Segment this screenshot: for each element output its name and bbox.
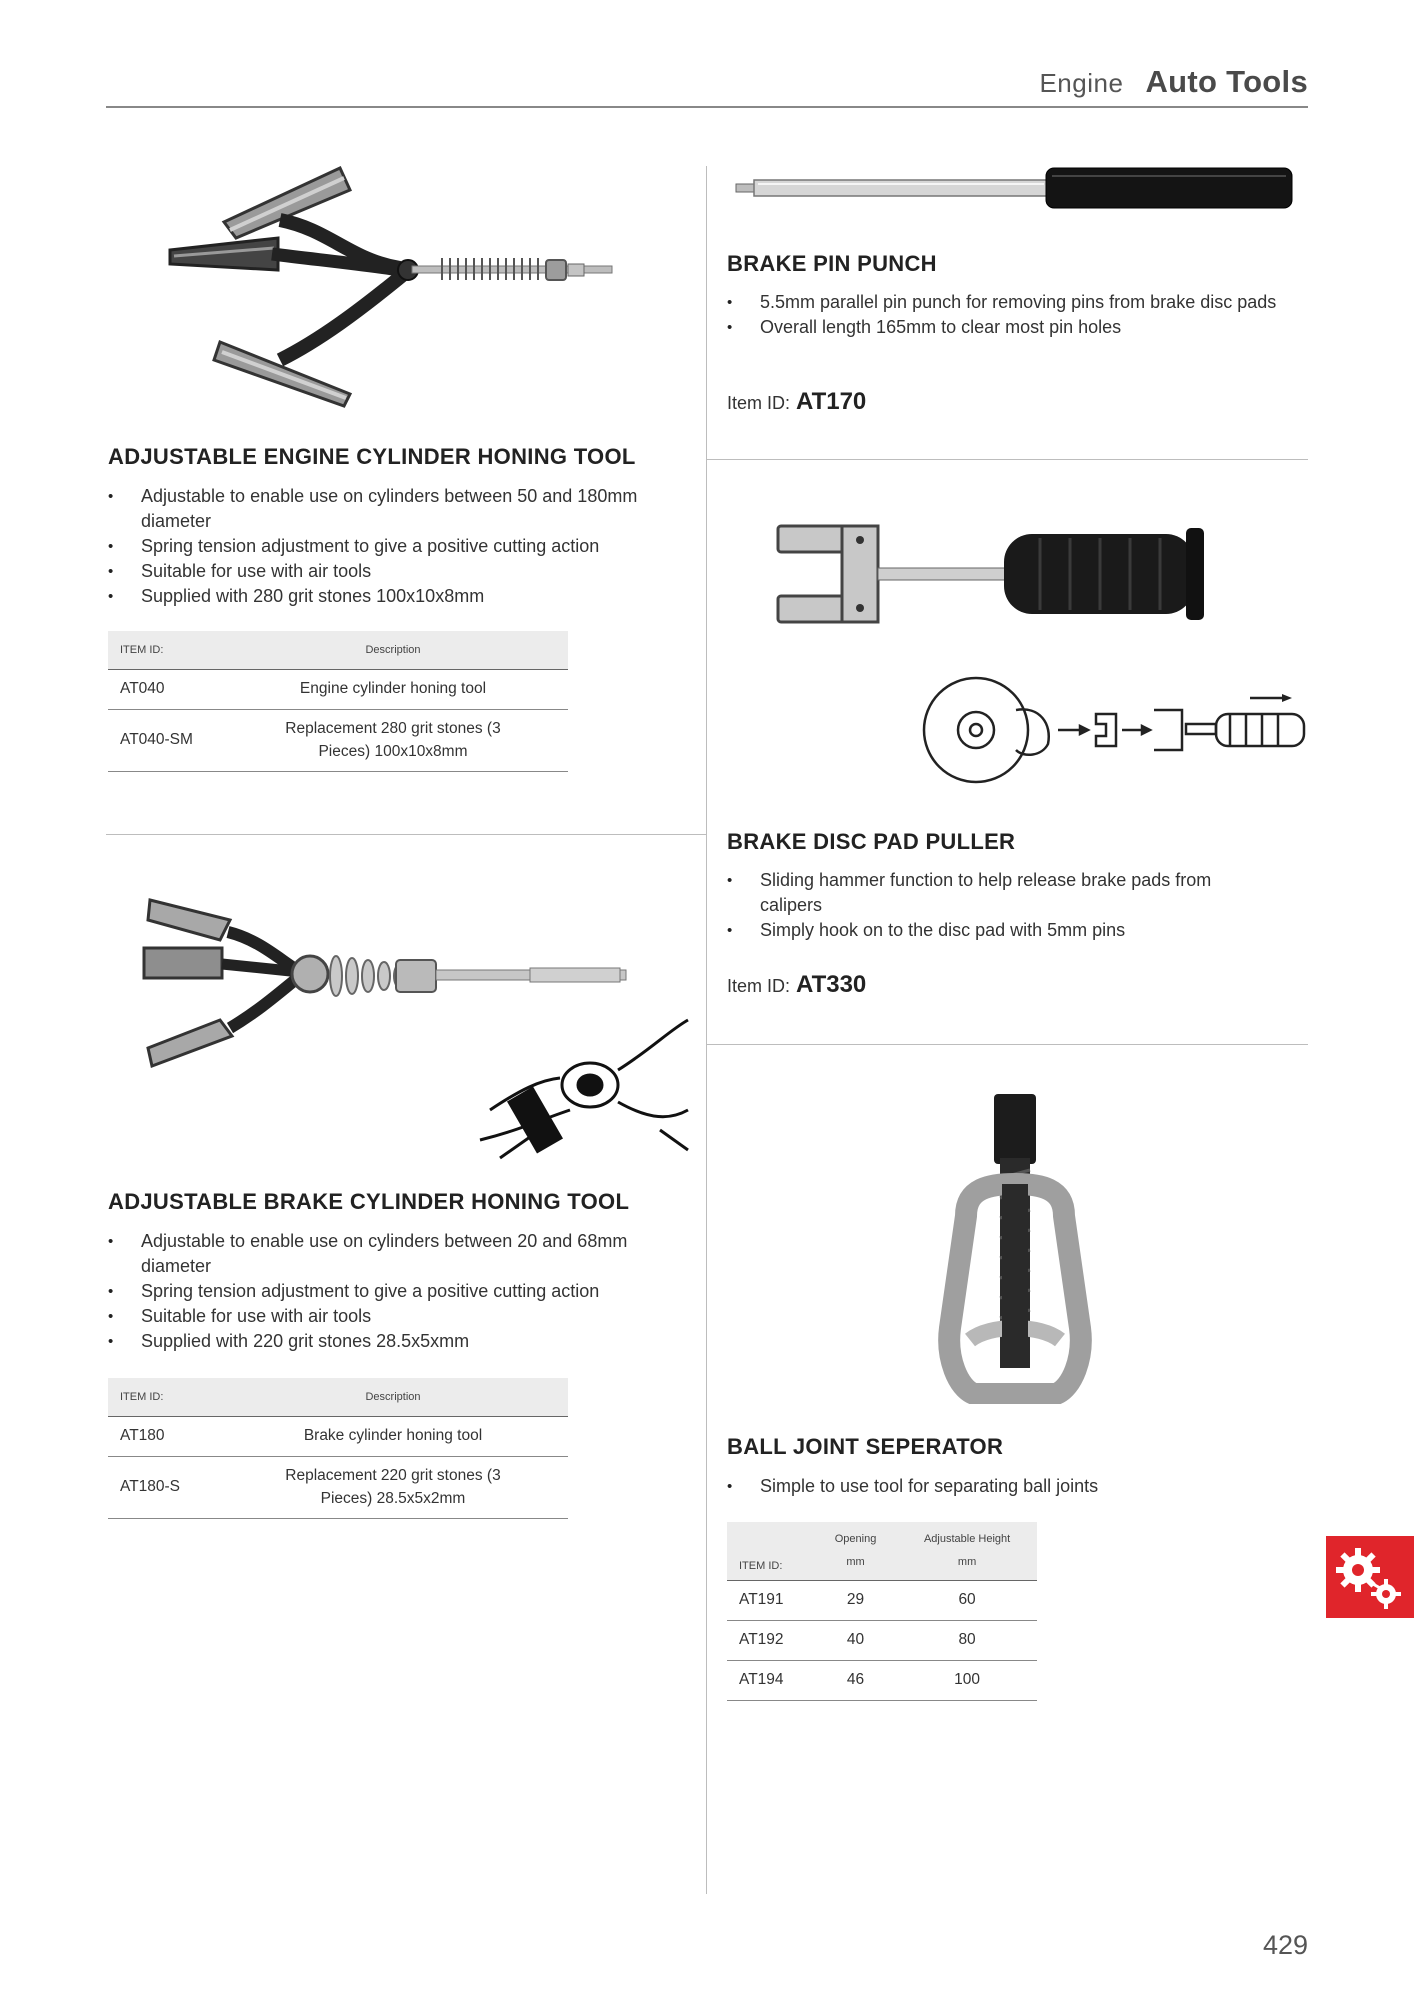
- col-header-height: [897, 1522, 1037, 1580]
- brake-honing-tool-image: [140, 880, 700, 1170]
- cell-opening: 29: [814, 1580, 897, 1620]
- table-row: [108, 709, 568, 771]
- engine-honing-tool-image: [160, 160, 630, 416]
- cell-item-id: AT040-SM: [108, 709, 218, 771]
- feature-item: • Supplied with 280 grit stones 100x10x8mm: [108, 584, 678, 609]
- brake-pin-punch-features: [727, 290, 1307, 340]
- table-row: [727, 1580, 1037, 1620]
- right-section-divider-1: [706, 459, 1308, 460]
- feature-item: • Suitable for use with air tools: [108, 559, 678, 584]
- table-header-row: [108, 631, 568, 669]
- cell-description: Replacement 220 grit stones (3 Pieces) 28.5x5x2mm: [218, 1456, 568, 1518]
- feature-item: • 5.5mm parallel pin punch for removing pins from brake disc pads: [727, 290, 1307, 315]
- col-header-item-id: ITEM ID:: [108, 1378, 218, 1416]
- feature-item: • Sliding hammer function to help release brake pads from calipers: [727, 868, 1227, 918]
- feature-item: • Suitable for use with air tools: [108, 1304, 678, 1329]
- header-titles: [1039, 64, 1308, 100]
- cell-item-id: AT180-S: [108, 1456, 218, 1518]
- category-badge: [1326, 1536, 1414, 1618]
- table-row: [727, 1660, 1037, 1700]
- engine-honing-features: [108, 484, 678, 609]
- feature-item: • Supplied with 220 grit stones 28.5x5xmm: [108, 1329, 678, 1354]
- brake-pin-punch-image: [730, 162, 1300, 218]
- gears-icon: [1326, 1536, 1414, 1618]
- col-header-item-id: ITEM ID:: [727, 1522, 814, 1580]
- table-row: [108, 669, 568, 709]
- cell-item-id: AT194: [727, 1660, 814, 1700]
- ball-joint-table: [727, 1522, 1037, 1701]
- table-row: [727, 1620, 1037, 1660]
- feature-item: • Adjustable to enable use on cylinders between 20 and 68mm diameter: [108, 1229, 678, 1279]
- feature-item: • Simple to use tool for separating ball joints: [727, 1474, 1307, 1499]
- category-name: Auto Tools: [1145, 64, 1308, 99]
- cell-item-id: AT191: [727, 1580, 814, 1620]
- section-name: Engine: [1039, 68, 1124, 98]
- col-header-description: Description: [218, 1378, 568, 1416]
- col-header-description: Description: [218, 631, 568, 669]
- table-row: [108, 1456, 568, 1518]
- right-section-divider-2: [706, 1044, 1308, 1045]
- cell-opening: 46: [814, 1660, 897, 1700]
- brake-honing-table: [108, 1378, 568, 1519]
- engine-honing-table: [108, 631, 568, 772]
- brake-honing-features: [108, 1229, 678, 1354]
- cell-item-id: AT192: [727, 1620, 814, 1660]
- cell-description: Replacement 280 grit stones (3 Pieces) 100x10x8mm: [218, 709, 568, 771]
- brake-honing-title: ADJUSTABLE BRAKE CYLINDER HONING TOOL: [108, 1189, 630, 1214]
- pad-puller-title: BRAKE DISC PAD PULLER: [727, 829, 1016, 854]
- column-divider: [706, 166, 707, 1894]
- cell-item-id: AT040: [108, 669, 218, 709]
- cell-height: 100: [897, 1660, 1037, 1700]
- height-label: Adjustable Height: [923, 1532, 1011, 1545]
- col-header-opening: [814, 1522, 897, 1580]
- feature-item: • Simply hook on to the disc pad with 5mm pins: [727, 918, 1227, 943]
- page-header: [106, 64, 1308, 108]
- pad-puller-features: [727, 868, 1227, 943]
- feature-item: • Spring tension adjustment to give a positive cutting action: [108, 1279, 678, 1304]
- table-header-row: [108, 1378, 568, 1416]
- pad-puller-image: [770, 520, 1240, 630]
- cell-height: 60: [897, 1580, 1037, 1620]
- ball-joint-separator-image: [930, 1088, 1100, 1404]
- opening-label: Opening: [834, 1532, 877, 1545]
- page-number: 429: [1262, 1930, 1308, 1960]
- item-id-label: Item ID:: [727, 976, 791, 996]
- cell-item-id: AT180: [108, 1416, 218, 1456]
- cell-opening: 40: [814, 1620, 897, 1660]
- cell-description: Engine cylinder honing tool: [218, 669, 568, 709]
- feature-item: • Spring tension adjustment to give a positive cutting action: [108, 534, 678, 559]
- ball-joint-features: [727, 1474, 1307, 1499]
- pad-puller-diagram: [920, 670, 1310, 790]
- brake-pin-punch-item-id: [727, 388, 866, 416]
- brake-pin-punch-title: BRAKE PIN PUNCH: [727, 251, 937, 276]
- col-header-item-id: ITEM ID:: [108, 631, 218, 669]
- left-section-divider: [106, 834, 706, 835]
- item-id-label: Item ID:: [727, 393, 791, 413]
- cell-height: 80: [897, 1620, 1037, 1660]
- table-row: [108, 1416, 568, 1456]
- ball-joint-title: BALL JOINT SEPERATOR: [727, 1434, 1004, 1459]
- feature-item: • Overall length 165mm to clear most pin holes: [727, 315, 1307, 340]
- height-unit: mm: [957, 1555, 977, 1568]
- table-header-row: [727, 1522, 1037, 1580]
- feature-item: • Adjustable to enable use on cylinders between 50 and 180mm diameter: [108, 484, 678, 534]
- item-id-value: AT170: [796, 388, 867, 415]
- engine-honing-title: ADJUSTABLE ENGINE CYLINDER HONING TOOL: [108, 444, 636, 469]
- pad-puller-item-id: [727, 971, 866, 999]
- opening-unit: mm: [846, 1555, 865, 1568]
- item-id-value: AT330: [796, 971, 867, 998]
- cell-description: Brake cylinder honing tool: [218, 1416, 568, 1456]
